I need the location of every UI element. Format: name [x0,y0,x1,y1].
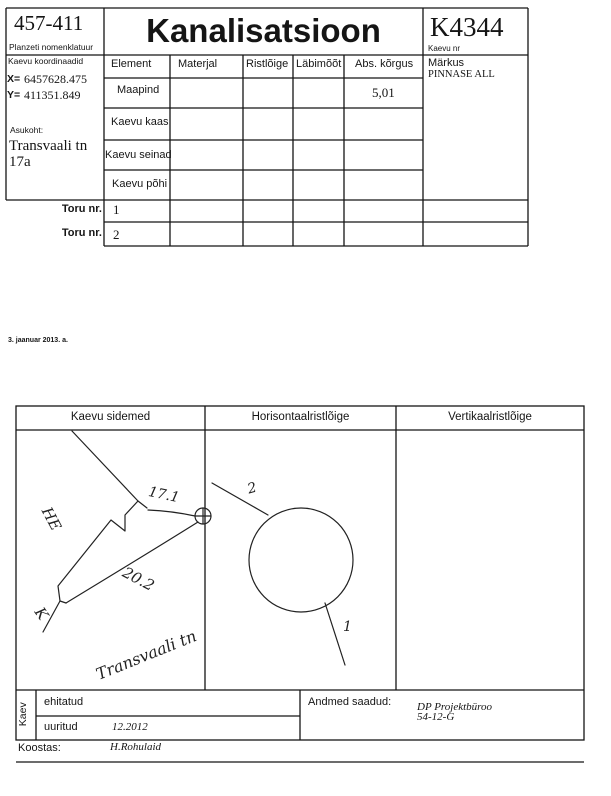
horizontal-section-sketch [212,479,353,665]
row-label-walls: Kaevu seinad [105,149,172,161]
section-pipe-1-label: 1 [343,619,352,635]
row-label-bottom: Kaevu põhi [112,178,168,190]
address-number: 17a [9,154,31,170]
compiled-by-label: Koostas: [18,742,61,754]
surveyed-date: 12.2012 [112,721,148,733]
remark-value: PINNASE ALL [428,69,495,80]
building-link [138,501,147,508]
compiled-by-name: H.Rohulaid [110,741,162,753]
column-header-diameter: Läbimõõt [296,58,342,70]
section-pipe-2-label: 2 [245,479,259,498]
section-pipe-2-line [212,479,268,515]
address-street: Transvaali tn [9,138,88,154]
x-coordinate-value: 6457628.475 [24,72,87,86]
pipe-2-label: Toru nr. [61,227,102,239]
corner-label: K [30,603,53,624]
column-header-cross-section: Ristlõige [246,58,289,70]
drawing-frame-grid [16,406,584,762]
sheet-number: 457-411 [14,11,84,35]
well-number: K4344 [430,12,504,42]
pipe-2-line [66,522,198,603]
section-header-connections: Kaevu sidemed [70,411,151,423]
data-source-company: DP Projektbüroo [417,701,493,713]
y-coordinate-label: Y= [7,89,21,101]
y-coordinate-value: 411351.849 [24,88,81,102]
building-label: HE [37,504,66,534]
x-coordinate-label: X= [7,73,21,85]
address-label: Asukoht: [10,125,44,135]
document-date: 3. jaanuar 2013. a. [8,337,68,344]
column-header-material: Materjal [178,58,218,70]
building-outline [43,431,138,632]
row-label-cover: Kaevu kaas [111,116,169,128]
section-header-vertical: Vertikaalristlõige [448,411,532,423]
document-title: Kanalisatsioon [146,12,381,49]
pipe-2-number: 2 [113,227,120,242]
pipe-1-line [148,510,195,516]
pipe-1-label: Toru nr. [61,203,102,215]
data-source-project: 54-12-G [417,711,455,723]
column-header-abs-height: Abs. kõrgus [355,58,414,70]
well-number-label: Kaevu nr [428,44,461,53]
section-header-horizontal: Horisontaalristlõige [251,411,350,423]
sheet-number-label: Planzeti nomenklatuur [9,42,94,52]
ground-abs-height: 5,01 [372,85,395,100]
pipe-2-length-label: 20.2 [119,563,158,595]
section-pipe-1-line [325,603,345,665]
pipe-2-link [60,601,66,603]
column-header-remark: Märkus [428,57,465,69]
surveyed-label: uuritud [44,721,78,733]
column-header-element: Element [111,58,152,70]
row-label-ground: Maapind [117,84,160,96]
manhole-symbol [195,508,211,524]
built-label: ehitatud [44,696,84,708]
pipe-1-number: 1 [113,202,120,217]
pipe-1-length-label: 17.1 [146,484,181,507]
well-footer-label: Kaev [16,702,29,727]
data-source-label: Andmed saadud: [308,696,392,708]
street-label: Transvaali tn [93,626,200,684]
coordinates-label: Kaevu koordinaadid [8,56,84,66]
connections-sketch [43,431,211,632]
well-cross-section-circle [249,508,353,612]
